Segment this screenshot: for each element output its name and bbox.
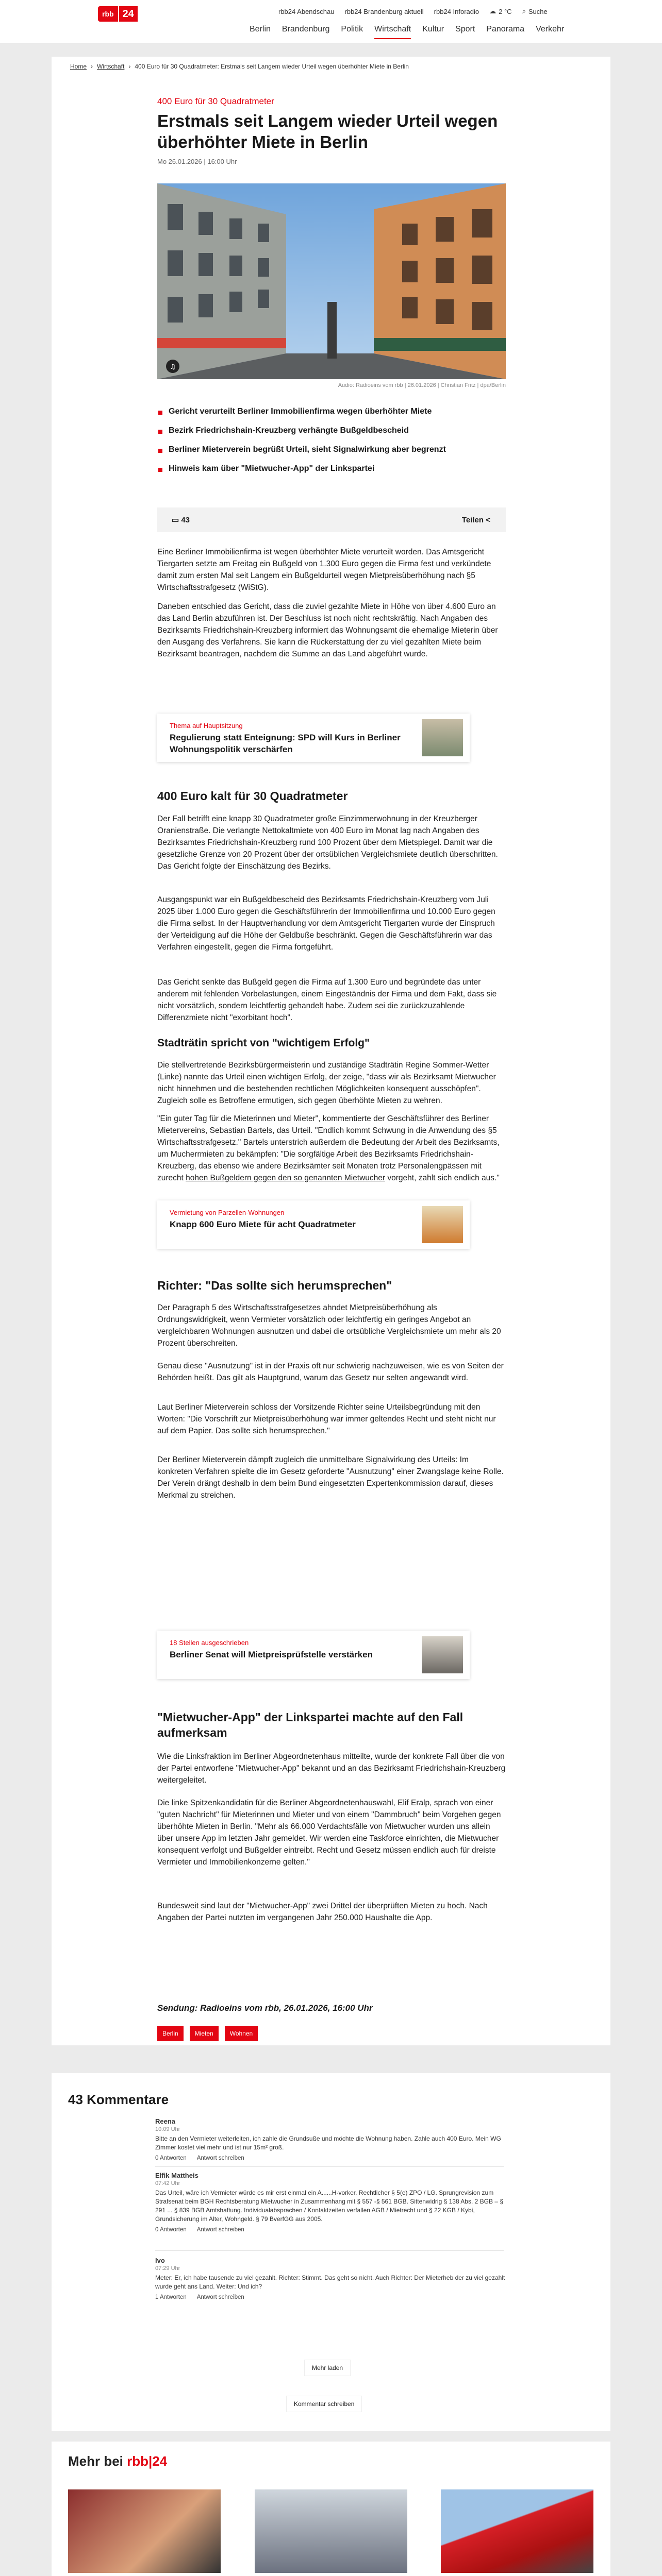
share-button[interactable]: Teilen < [461,515,490,524]
section-heading: 400 Euro kalt für 30 Quadratmeter [157,789,348,803]
nav-brandenburg-aktuell[interactable]: rbb24 Brandenburg aktuell [344,7,424,15]
search-button[interactable] [522,7,548,15]
main-nav [250,25,564,39]
top-nav [278,7,548,15]
paragraph: Ausgangspunkt war ein Bußgeldbescheid des Bezirksamts Friedrichshain-Kreuzberg vom Juli 2025 über 1.000 Euro gegen die Geschäftsführerin der Immobilienfirma und 10.000 Euro gegen die Firma selbst. In der Hauptverhandlung vor dem Amtsgericht Tiergarten wurde der Einspruch der Verteidigung auf die Höhe der Geldbuße beschränkt. Gegen die Geschäftsführerin war das Verfahren eingestellt, gegen die Firma fortgeführt. [157,895,495,952]
replies-link[interactable]: 1 Antworten [155,2294,187,2300]
divider [155,2166,504,2167]
nav-wirtschaft[interactable]: Wirtschaft [374,25,411,39]
breadcrumb-home[interactable]: Home [70,63,87,70]
tag-berlin[interactable]: Berlin [157,2026,184,2041]
related-card[interactable] [157,714,470,762]
teaser-item: Gericht verurteilt Berliner Immobilienfirma wegen überhöhter Miete [157,407,506,426]
comment [155,2117,506,2161]
nav-inforadio[interactable]: rbb24 Inforadio [434,7,479,15]
teaser-tile[interactable] [68,2489,221,2576]
tag-list [157,2026,258,2041]
section-heading: Stadträtin spricht von "wichtigem Erfolg" [157,1037,370,1049]
article-date: Mo 26.01.2026 | 16:00 Uhr [157,158,237,165]
paragraph: Die stellvertretende Bezirksbürgermeisterin und zuständige Stadträtin Regine Sommer-Wetter (Linke) nannte das Urteil einen wichtigen Erfolg, der zeige, "dass wir als Bezirksamt Mietwucher nicht hinnehmen und die bestehenden rechtlichen Möglichkeiten konsequent ausschöpfen". Zugleich solle es Betroffene ermutigen, sich gegen überhöhte Mieten zu wehren. [157,1061,496,1105]
nav-panorama[interactable]: Panorama [486,25,525,33]
card-title: Knapp 600 Euro Miete für acht Quadratmeter [170,1219,356,1229]
hero-image[interactable] [157,183,506,379]
nav-berlin[interactable]: Berlin [250,25,271,33]
comment-body: Das Urteil, wäre ich Vermieter würde es mir erst einmal ein A......H-vorker. Rechtlicher § 5(e) ZPO / LG. Sprungrevision zum Strafsenat beim BGH Rechtsberatung Mietwucher in Zusammenhang mit § 557 -§ 561 BGB. Sittenwidrig § 138 Abs. 2 BGB – § 291 ... § 839 BGB Amtshaftung. Individualabsprachen / Kontaktzeiten verfallen AGB / Mietrecht und § 22 KGB / Kybi, Grundsicherung im Alter, Wohngeld. § 79 BverfGG aus 2005. [155,2189,504,2223]
teaser-item: Bezirk Friedrichshain-Kreuzberg verhängte Bußgeldbescheid [157,426,506,445]
card-kicker: Thema auf Hauptsitzung [170,722,243,730]
article-title: Erstmals seit Langem wieder Urteil wegen überhöhter Miete in Berlin [157,111,498,151]
broadcast-note: Sendung: Radioeins vom rbb, 26.01.2026, 16:00 Uhr [157,2003,373,2013]
paragraph: Laut Berliner Mieterverein schloss der Vorsitzende Richter seine Urteilsbegründung mit den Worten: "Die Vorschrift zur Mietpreisüberhöhung war immer geltendes Recht und steht nicht nur auf dem Papier. Das sollte sich herumsprechen." [157,1403,496,1435]
tag-wohnen[interactable]: Wohnen [225,2026,258,2041]
replies-link[interactable]: 0 Antworten [155,2227,187,2233]
weather-icon: ☁ [489,7,496,15]
teaser-tile[interactable] [255,2489,407,2576]
replies-link[interactable]: 0 Antworten [155,2155,187,2161]
card-title: Regulierung statt Enteignung: SPD will Kurs in Berliner Wohnungspolitik verschärfen [170,733,401,754]
teaser-tile[interactable] [441,2489,593,2576]
comment-count-link[interactable]: ▭ 43 [172,516,190,524]
comment-time: 10:09 Uhr [155,2126,180,2132]
section-heading: "Mietwucher-App" der Linkspartei machte auf den Fall aufmerksam [157,1710,464,1739]
related-card[interactable] [157,1200,470,1249]
paragraph: Der Paragraph 5 des Wirtschaftsstrafgesetzes ahndet Mietpreisüberhöhung als Ordnungswidrigkeit, wenn Vermieter vorsätzlich oder leichtfertig ein geringes Angebot an vergleichbaren Wohnungen ausnutzen und dabei die ortsübliche Vergleichsmiete um mehr als 20 Prozent überschreiten. [157,1303,501,1348]
tile-image [441,2489,593,2573]
street-photo [157,183,506,379]
tag-mieten[interactable]: Mieten [190,2026,219,2041]
nav-politik[interactable]: Politik [341,25,363,33]
teaser-item: Berliner Mieterverein begrüßt Urteil, sieht Signalwirkung aber begrenzt [157,445,506,464]
comments-title: 43 Kommentare [68,2092,169,2107]
teaser-item: Hinweis kam über "Mietwucher-App" der Linkspartei [157,464,506,483]
paragraph: Daneben entschied das Gericht, dass die zuviel gezahlte Miete in Höhe von über 4.600 Euro an das Land Berlin abzuführen ist. Der Beschluss ist noch nicht rechtskräftig. Nach Angaben des Bezirksamts Friedrichshain-Kreuzberg informiert das Wohnungsamt die ehemalige Mieterin über den Ausgang des Verfahrens. Sie kann die Rückerstattung der zu viel gezahlten Miete beim Bezirksamt beantragen, nachdem die Summe an das Land abgeführt wurde. [157,602,498,658]
divider [155,2250,504,2251]
nav-abendschau[interactable]: rbb24 Abendschau [278,7,335,15]
nav-kultur[interactable]: Kultur [422,25,444,33]
paragraph: Bundesweit sind laut der "Mietwucher-App" zwei Drittel der überprüften Mieten zu hoch. Nach Angaben der Partei nutzten im vergangenen Jahr 250.000 Haushalte die App. [157,1902,488,1922]
teaser-list [157,407,506,483]
paragraph: Eine Berliner Immobilienfirma ist wegen überhöhter Miete verurteilt worden. Das Amtsgericht Tiergarten setzte am Freitag ein Bußgeld von 1.300 Euro gegen die Firma fest und verkündete damit zum ersten Mal seit Langem ein Bußgeldurteil wegen Mietpreisüberhöhung nach §5 Wirtschaftsstrafgesetz (WiStG). [157,548,491,592]
rbb24-logo[interactable]: rbb 24 [98,6,138,22]
comment-time: 07:42 Uhr [155,2180,180,2187]
reply-button[interactable]: Antwort schreiben [196,2155,244,2161]
comment-icon: ▭ [172,516,181,524]
card-thumbnail [422,1206,463,1243]
article-kicker: 400 Euro für 30 Quadratmeter [157,96,274,106]
weather-widget[interactable] [489,7,511,15]
write-comment-button[interactable]: Kommentar schreiben [286,2396,362,2412]
reply-button[interactable]: Antwort schreiben [196,2294,244,2300]
more-title: Mehr bei rbb|24 [68,2453,168,2469]
breadcrumb-wirtschaft[interactable]: Wirtschaft [97,63,125,70]
share-bar [157,507,506,532]
nav-brandenburg[interactable]: Brandenburg [282,25,330,33]
card-thumbnail [422,719,463,756]
comment-author: Elfik Mattheis [155,2172,198,2179]
search-label: Suche [528,7,548,15]
nav-sport[interactable]: Sport [455,25,475,33]
breadcrumb-current: 400 Euro für 30 Quadratmeter: Erstmals seit Langem wieder Urteil wegen überhöhter Miete in Berlin [135,63,409,70]
paragraph: Genau diese "Ausnutzung" ist in der Praxis oft nur schwierig nachzuweisen, wie es von Seiten der Behörden heißt. Das gilt als Hauptgrund, warum das Gesetz nur selten angewandt wird. [157,1362,504,1382]
share-icon: < [486,515,490,524]
section-heading: Richter: "Das sollte sich herumsprechen" [157,1279,392,1292]
comment-body: Bitte an den Vermieter weiterleiten, ich zahle die Grundsuße und möchte die Wohnung haben. Zahle auch 400 Euro. Mein WG Zimmer kostet viel mehr und ist nur 15m² groß. [155,2135,501,2151]
paragraph: "Ein guter Tag für die Mieterinnen und Mieter", kommentierte der Geschäftsführer des Berliner Mietervereins, Sebastian Bartels, das Urteil. "Endlich kommt Schwung in die Anwendung des §5 Wirtschaftsstrafgesetz." Bartels unterstrich außerdem die Bedeutung der Arbeit des Bezirksamts, um Mucherrmieten zu bekämpfen: "Die sorgfältige Arbeit des Bezirksamts Friedrichshain-Kreuzberg, das ebenso wie andere Bezirksämter seit Monaten trotz Personalengpässen mit zurecht hohen Bußgeldern gegen den so genannten Mietwucher vorgeht, zahlt sich endlich aus." [157,1114,500,1182]
site-header [0,0,662,43]
svg-text:♫: ♫ [170,363,176,371]
weather-temp: 2 °C [499,7,512,15]
tile-image [68,2489,221,2573]
comment-author: Reena [155,2117,176,2125]
comment [155,2257,506,2300]
comment [155,2172,506,2233]
card-thumbnail [422,1636,463,1673]
tile-image [255,2489,407,2573]
card-kicker: 18 Stellen ausgeschrieben [170,1639,249,1647]
paragraph: Die linke Spitzenkandidatin für die Berliner Abgeordnetenhauswahl, Elif Eralp, sprach von einer "guten Nachricht" für Mieterinnen und Mieter und von einem "Dammbruch" beim Vorgehen gegen überhöhte Mieten in Berlin. "Mehr als 66.000 Verdachtsfälle von Mietwucher wurden uns allein über unsere App im letzten Jahr gemeldet. Wir werden eine Taskforce einrichten, die Mietwucher konsequent verfolgt und Bußgelder eintreibt. Recht und Gesetz müssen endlich auch für dreiste Vermieter und Immobilienkonzerne gelten." [157,1799,501,1867]
inline-link[interactable]: hohen Bußgeldern gegen den so genannten Mietwucher [186,1174,386,1182]
image-caption: Audio: Radioeins vom rbb | 26.01.2026 | Christian Fritz | dpa/Berlin [338,382,506,388]
comment-time: 07:29 Uhr [155,2265,180,2272]
load-more-button[interactable]: Mehr laden [304,2360,351,2376]
card-kicker: Vermietung von Parzellen-Wohnungen [170,1209,285,1216]
card-title: Berliner Senat will Mietpreisprüfstelle verstärken [170,1650,373,1659]
search-icon: ⌕ [522,7,526,15]
nav-verkehr[interactable]: Verkehr [536,25,565,33]
paragraph: Der Fall betrifft eine knapp 30 Quadratmeter große Einzimmerwohnung in der Kreuzberger Oranienstraße. Die verlangte Nettokaltmiete von 400 Euro im Monat lag nach Angaben des Bezirksamtes Friedrichshain-Kreuzberg rund 100 Prozent über dem Mietspiegel. Damit war die gesetzliche Grenze von 20 Prozent über der ortsüblichen Vergleichsmiete deutlich überschritten. Das Gericht folgte der Einschätzung des Bezirks. [157,815,498,871]
paragraph: Wie die Linksfraktion im Berliner Abgeordnetenhaus mitteilte, wurde der konkrete Fall über die von der Partei entworfene "Mietwucher-App" bekannt und an das Bezirksamt Friedrichshain-Kreuzberg weitergeleitet. [157,1752,506,1785]
breadcrumb: Home › Wirtschaft › 400 Euro für 30 Quadratmeter: Erstmals seit Langem wieder Urteil wegen überhöhter Miete in Berlin [70,63,409,70]
reply-button[interactable]: Antwort schreiben [196,2227,244,2233]
comment-author: Ivo [155,2257,165,2264]
comment-body: Meter: Er, ich habe tausende zu viel gezahlt. Richter: Stimmt. Das geht so nicht. Auch Richter: Der Mieterheb der zu viel gezahlt wurde geht ans Land. Weiter: Und ich? [155,2274,505,2290]
paragraph: Der Berliner Mieterverein dämpft zugleich die unmittelbare Signalwirkung des Urteils: Im konkreten Verfahren spielte die im Gesetz geforderte "Ausnutzung" einer Zwangslage keine Rolle. Der Verein drängt deshalb in dem beim Bund eingesetzten Expertenkommission darauf, dieses Merkmal zu streichen. [157,1455,504,1500]
related-card[interactable] [157,1631,470,1679]
paragraph: Das Gericht senkte das Bußgeld gegen die Firma auf 1.300 Euro und begründete das unter anderem mit fehlenden Vorbelastungen, einem Eingeständnis der Firma und dem Fakt, dass sie nicht vorsätzlich, sondern leichtfertig gehandelt habe. Zudem sei die zurückzuzahlende Differenzmiete nicht "exorbitant hoch". [157,978,497,1022]
